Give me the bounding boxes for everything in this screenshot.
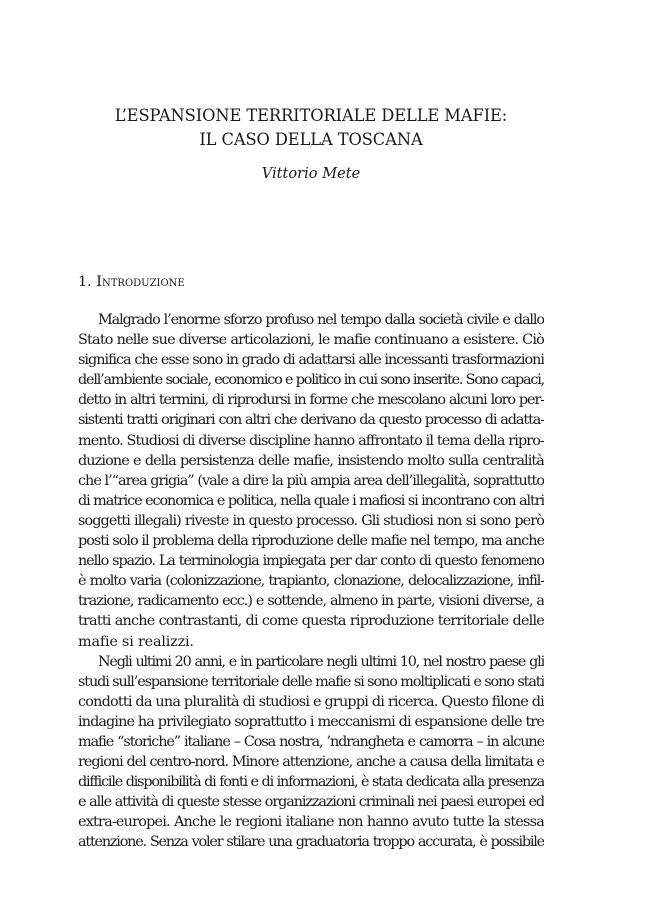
- section-heading: 1. Introduzione: [78, 274, 185, 290]
- text-line: studi sull’espansione territoriale delle mafie si sono moltiplicati e sono stati: [78, 673, 544, 690]
- book-page: [78, 0, 544, 917]
- text-line: significa che esse sono in grado di adattarsi alle incessanti trasformazioni: [78, 352, 544, 369]
- article-title-line-2: IL CASO DELLA TOSCANA: [199, 130, 423, 149]
- text-line: posti solo il problema della riproduzione delle mafie nel tempo, ma anche: [78, 533, 544, 550]
- text-line: dell’ambiente sociale, economico e politico in cui sono inserite. Sono capaci,: [78, 372, 544, 389]
- text-line: attenzione. Senza voler stilare una graduatoria troppo accurata, è possibile: [78, 834, 544, 851]
- text-line: di matrice economica e politica, nella quale i mafiosi si incontrano con altri: [78, 492, 544, 509]
- text-line: è molto varia (colonizzazione, trapianto, clonazione, delocalizzazione, infil-: [78, 573, 544, 590]
- article-title-line-1: L’ESPANSIONE TERRITORIALE DELLE MAFIE:: [114, 106, 508, 125]
- text-line: soggetti illegali) riveste in questo processo. Gli studiosi non si sono però: [78, 512, 544, 529]
- text-line: duzione e della persistenza delle mafie, insistendo molto sulla centralità: [78, 452, 544, 469]
- text-line: detto in altri termini, di riprodursi in forme che mescolano alcuni loro per-: [78, 392, 544, 409]
- text-line: che l’“area grigia” (vale a dire la più ampia area dell’illegalità, soprattutto: [78, 472, 544, 489]
- text-line: mento. Studiosi di diverse discipline hanno affrontato il tema della ripro-: [78, 432, 544, 449]
- text-line: trazione, radicamento ecc.) e sottende, almeno in parte, visioni diverse, a: [78, 593, 544, 610]
- article-title: [78, 104, 544, 152]
- text-line: mafie “storiche” italiane – Cosa nostra, ’ndrangheta e camorra – in alcune: [78, 733, 544, 750]
- text-line: difficile disponibilità di fonti e di informazioni, è stata dedicata alla presenza: [78, 774, 544, 791]
- text-line: tratti anche contrastanti, di come questa riproduzione territoriale delle: [78, 613, 544, 630]
- text-line: nello spazio. La terminologia impiegata per dar conto di questo fenomeno: [78, 553, 544, 570]
- text-line: indagine ha privilegiato soprattutto i meccanismi di espansione delle tre: [78, 713, 544, 730]
- text-line: regioni del centro-nord. Minore attenzione, anche a causa della limitata e: [78, 754, 544, 771]
- paragraph-2: [78, 652, 544, 853]
- text-line: Stato nelle sue diverse articolazioni, le mafie continuano a esistere. Ciò: [78, 332, 544, 349]
- text-line: extra-europei. Anche le regioni italiane non hanno avuto tutte la stessa: [78, 814, 544, 831]
- article-author: Vittorio Mete: [261, 165, 361, 182]
- text-line: mafie si realizzi.: [78, 633, 194, 650]
- text-line: Malgrado l’enorme sforzo profuso nel tempo dalla società civile e dallo: [98, 312, 544, 328]
- text-line: Negli ultimi 20 anni, e in particolare negli ultimi 10, nel nostro paese gli: [98, 653, 544, 670]
- body-text: [78, 310, 544, 853]
- paragraph-1: [78, 310, 544, 652]
- text-line: sistenti tratti originari con altri che derivano da questo processo di adatta-: [78, 412, 544, 429]
- text-line: e alle attività di queste stesse organizzazioni criminali nei paesi europei ed: [78, 794, 544, 811]
- text-line: condotti da una pluralità di studiosi e gruppi di ricerca. Questo filone di: [78, 693, 544, 710]
